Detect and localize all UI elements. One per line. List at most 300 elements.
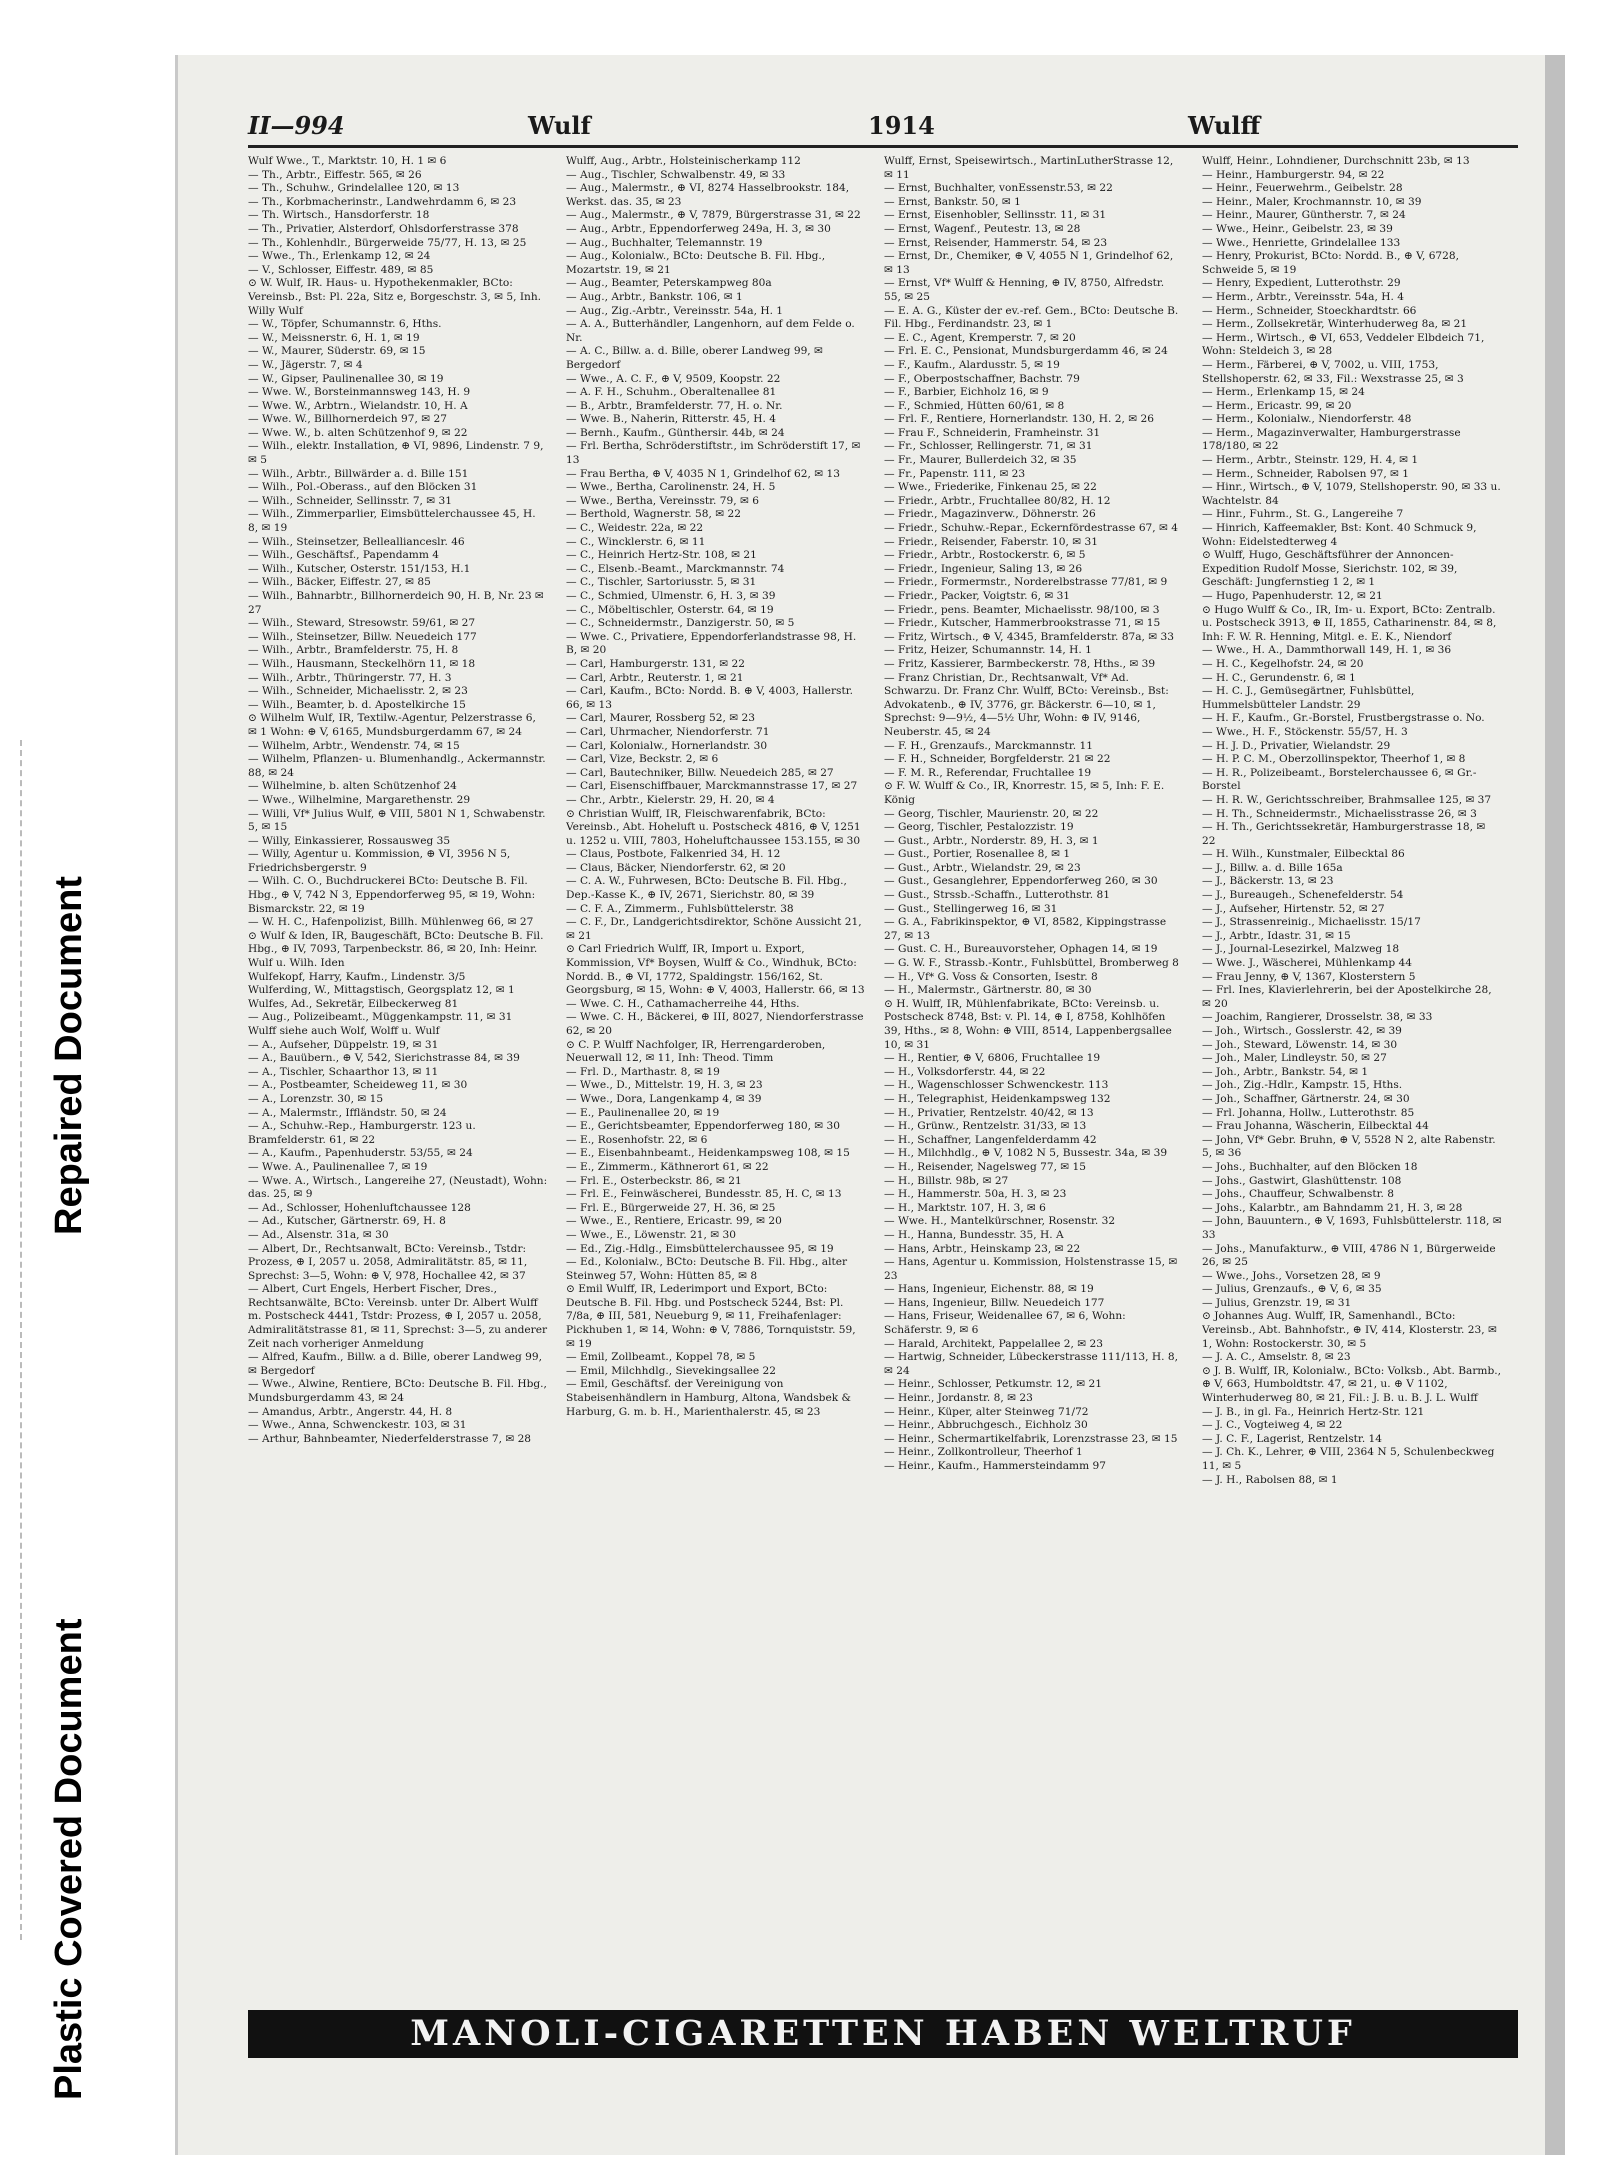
directory-entry: — F., Kaufm., Alardusstr. 5, ✉ 19 <box>884 358 1060 371</box>
directory-entry: — Wilh., Schneider, Michaelisstr. 2, ✉ 23 <box>248 685 468 698</box>
directory-entry: — Willi, Vf* Julius Wulf, ⊕ VIII, 5801 N 1, Schwabenstr. 5, ✉ 15 <box>248 807 546 834</box>
directory-entry: ⊙ W. Wulf, IR. Haus- u. Hypothekenmakler, BCto: Vereinsb., Bst: Pl. 22a, Sitz e, Borgeschstr. 3, ✉ 5, Inh. Willy Wulf <box>248 277 542 317</box>
directory-entry: — Wwe., Bertha, Vereinsstr. 79, ✉ 6 <box>566 494 759 507</box>
directory-entry: — Joh., Zig.-Hdlr., Kampstr. 15, Hths. <box>1202 1079 1403 1092</box>
directory-entry: — Henry, Prokurist, BCto: Nordd. B., ⊕ V, 6728, Schweide 5, ✉ 19 <box>1202 250 1460 276</box>
directory-entry: — H., Malermstr., Gärtnerstr. 80, ✉ 30 <box>884 984 1092 997</box>
directory-entry: — Aug., Arbtr., Eppendorferweg 249a, H. 3, ✉ 30 <box>566 222 831 235</box>
page-number: II—994 <box>248 111 345 140</box>
directory-entry: — Frl. D., Marthastr. 8, ✉ 19 <box>566 1065 720 1078</box>
directory-entry: ⊙ J. B. Wulff, IR, Kolonialw., BCto: Volksb., Abt. Barmb., ⊕ V, 663, Humboldtstr. 47, ✉ 21, u. ⊕ V 1102, Winterhuderweg 80, ✉ 21, Fil.: J. B. u. B. J. L. Wulff <box>1202 1364 1501 1405</box>
directory-entry: — C., Schneidermstr., Danzigerstr. 50, ✉ 5 <box>566 617 795 630</box>
directory-entry: — Friedr., pens. Beamter, Michaelisstr. 98/100, ✉ 3 <box>884 603 1160 616</box>
directory-entry: ⊙ F. W. Wulff & Co., IR, Knorrestr. 15, ✉ 5, Inh: F. E. König <box>884 780 1165 806</box>
directory-entry: — Hartwig, Schneider, Lübeckerstrasse 111/113, H. 8, ✉ 24 <box>884 1351 1178 1377</box>
directory-entry: — Georg, Tischler, Pestalozzistr. 19 <box>884 821 1074 834</box>
directory-entry: — Friedr., Arbtr., Fruchtallee 80/82, H. 12 <box>884 494 1111 507</box>
directory-entry: — Th., Korbmacherinstr., Landwehrdamm 6, ✉ 23 <box>248 195 517 208</box>
directory-entry: — Friedr., Schuhw.-Repar., Eckernfördestrasse 67, ✉ 4 <box>884 522 1179 535</box>
column-1 <box>248 155 548 1995</box>
directory-entry: — Heinr., Schlosser, Petkumstr. 12, ✉ 21 <box>884 1378 1102 1391</box>
directory-entry: — Frl. Ines, Klavierlehrerin, bei der Apostelkirche 28, ✉ 20 <box>1202 984 1492 1010</box>
column-4 <box>1202 155 1502 1995</box>
directory-entry: — Herm., Färberei, ⊕ V, 7002, u. VIII, 1753, Stellshoperstr. 62, ✉ 33, Fil.: Wexstrasse 25, ✉ 3 <box>1202 358 1464 385</box>
directory-entry: — Claus, Bäcker, Niendorferstr. 62, ✉ 20 <box>566 861 786 874</box>
directory-entry: — Frl. Bertha, Schröderstiftstr., im Schröderstift 17, ✉ 13 <box>566 440 861 467</box>
directory-entry: — Gust., Gesanglehrer, Eppendorferweg 260, ✉ 30 <box>884 875 1158 888</box>
directory-entry: — Wilh., Bäcker, Eiffestr. 27, ✉ 85 <box>248 576 431 589</box>
directory-entry: — Wilhelm, Pflanzen- u. Blumenhandlg., Ackermannstr. 88, ✉ 24 <box>248 753 546 779</box>
directory-entry: — W., Gipser, Paulinenallee 30, ✉ 19 <box>248 372 444 385</box>
directory-entry: — Wwe., Anna, Schwenckestr. 103, ✉ 31 <box>248 1419 467 1432</box>
directory-entry: — Wilh., Beamter, b. d. Apostelkirche 15 <box>248 698 466 711</box>
directory-entry: — H., Marktstr. 107, H. 3, ✉ 6 <box>884 1201 1046 1214</box>
directory-entry: — Frau Jenny, ⊕ V, 1367, Klosterstern 5 <box>1202 970 1416 983</box>
directory-entry: — Friedr., Arbtr., Rostockerstr. 6, ✉ 5 <box>884 549 1086 562</box>
directory-entry: — C. F. A., Zimmerm., Fuhlsbüttelerstr. 38 <box>566 902 794 915</box>
directory-entry: — Aug., Polizeibeamt., Müggenkampstr. 11, ✉ 31 <box>248 1011 513 1024</box>
directory-entry: — A., Tischler, Schaarthor 13, ✉ 11 <box>248 1065 439 1078</box>
directory-entry: — Claus, Postbote, Falkenried 34, H. 12 <box>566 848 781 861</box>
directory-entry: — Joachim, Rangierer, Drosselstr. 38, ✉ 33 <box>1202 1011 1433 1024</box>
directory-entry: — Hans, Ingenieur, Eichenstr. 88, ✉ 19 <box>884 1283 1094 1296</box>
directory-entry: — V., Schlosser, Eiffestr. 489, ✉ 85 <box>248 263 434 276</box>
directory-entry: — Herm., Arbtr., Vereinsstr. 54a, H. 4 <box>1202 290 1404 303</box>
directory-entry: — Herm., Magazinverwalter, Hamburgerstrasse 178/180, ✉ 22 <box>1202 426 1461 453</box>
directory-entry: — Heinr., Abbruchgesch., Eichholz 30 <box>884 1419 1088 1432</box>
directory-entry: — F. M. R., Referendar, Fruchtallee 19 <box>884 766 1092 779</box>
directory-entry: — W., Töpfer, Schumannstr. 6, Hths. <box>248 318 442 331</box>
directory-entry: — H., Volksdorferstr. 44, ✉ 22 <box>884 1065 1046 1078</box>
directory-entry: — Wwe., Heinr., Geibelstr. 23, ✉ 39 <box>1202 222 1393 235</box>
directory-entry: — Fr., Schlosser, Rellingerstr. 71, ✉ 31 <box>884 440 1093 453</box>
directory-entry: — Wwe., D., Mittelstr. 19, H. 3, ✉ 23 <box>566 1079 763 1092</box>
directory-entry: — Frl. E., Bürgerweide 27, H. 36, ✉ 25 <box>566 1201 776 1214</box>
directory-entry: — J. A. C., Amselstr. 8, ✉ 23 <box>1202 1351 1351 1364</box>
directory-entry: — H. C., Gerundenstr. 6, ✉ 1 <box>1202 671 1356 684</box>
directory-entry: — J., Arbtr., Idastr. 31, ✉ 15 <box>1202 929 1351 942</box>
directory-entry: — H., Hammerstr. 50a, H. 3, ✉ 23 <box>884 1188 1067 1201</box>
directory-entry: — Hans, Friseur, Weidenallee 67, ✉ 6, Wohn: Schäferstr. 9, ✉ 6 <box>884 1310 1126 1337</box>
directory-entry: — Heinr., Hamburgerstr. 94, ✉ 22 <box>1202 168 1385 181</box>
directory-entry: — Fr., Maurer, Bullerdeich 32, ✉ 35 <box>884 454 1077 467</box>
directory-entry: — Joh., Arbtr., Bankstr. 54, ✉ 1 <box>1202 1065 1369 1078</box>
directory-entry: — Hugo, Papenhuderstr. 12, ✉ 21 <box>1202 590 1383 602</box>
directory-entry: — H., Milchhdlg., ⊕ V, 1082 N 5, Bussestr. 34a, ✉ 39 <box>884 1147 1168 1160</box>
directory-entry: — Fritz, Kassierer, Barmbeckerstr. 78, Hths., ✉ 39 <box>884 657 1156 670</box>
directory-entry: — F. H., Schneider, Borgfelderstr. 21 ✉ 22 <box>884 753 1111 766</box>
directory-entry: — Fritz, Heizer, Schumannstr. 14, H. 1 <box>884 644 1092 657</box>
directory-entry: — Johs., Chauffeur, Schwalbenstr. 8 <box>1202 1188 1394 1201</box>
directory-entry: — G. W. F., Strassb.-Kontr., Fuhlsbüttel, Bromberweg 8 <box>884 957 1179 970</box>
directory-entry: — A., Lorenzstr. 30, ✉ 15 <box>248 1092 384 1105</box>
directory-entry: — Carl, Bautechniker, Billw. Neuedeich 285, ✉ 27 <box>566 766 834 779</box>
directory-entry: — Johs., Gastwirt, Glashüttenstr. 108 <box>1202 1174 1402 1187</box>
directory-entry: — Herm., Erlenkamp 15, ✉ 24 <box>1202 386 1365 399</box>
directory-entry: — Franz Christian, Dr., Rechtsanwalt, Vf* Ad. Schwarzu. Dr. Franz Chr. Wulff, BCto: Vereinsb., Bst: Advokatenb., ⊕ IV, 3776, gr. Bäckerstr. 6—10, ✉ 1, Sprechst: 9—9½, 4—5½ Uhr, Wohn: ⊕ IV, 9146, Neuberstr. 45, ✉ 24 <box>884 671 1169 738</box>
directory-entry: — J., Bureaugeh., Schenefelderstr. 54 <box>1202 889 1404 902</box>
directory-entry: — Wilh., Schneider, Sellinsstr. 7, ✉ 31 <box>248 494 453 507</box>
directory-entry: — Emil, Geschäftsf. der Vereinigung von Stabeisenhändlern in Hamburg, Altona, Wandsbek & Harburg, G. m. b. H., Marienthalerstr. 45, ✉ 23 <box>566 1378 851 1418</box>
directory-entry: ⊙ Wulf & Iden, IR, Baugeschäft, BCto: Deutsche B. Fil. Hbg., ⊕ IV, 7093, Tarpenbeckstr. 86, ✉ 20, Inh: Heinr. Wulf u. Wilh. Iden <box>248 929 544 970</box>
directory-entry: — Wwe. W., Borsteinmannsweg 143, H. 9 <box>248 386 471 399</box>
directory-entry: — Hans, Arbtr., Heinskamp 23, ✉ 22 <box>884 1242 1081 1255</box>
directory-entry: — Joh., Maler, Lindleystr. 50, ✉ 27 <box>1202 1052 1387 1065</box>
directory-entry: — Wilh. C. O., Buchdruckerei BCto: Deutsche B. Fil. Hbg., ⊕ V, 742 N 3, Eppendorferweg 95, ✉ 19, Wohn: Bismarckstr. 22, ✉ 19 <box>248 875 536 915</box>
directory-page <box>175 55 1548 2155</box>
directory-entry: — Julius, Grenzaufs., ⊕ V, 6, ✉ 35 <box>1202 1283 1382 1296</box>
directory-entry: — H. P. C. M., Oberzollinspektor, Theerhof 1, ✉ 8 <box>1202 753 1466 766</box>
running-head-right: Wulff <box>1188 111 1261 140</box>
fold-line <box>20 740 30 1940</box>
directory-entry: — Johs., Buchhalter, auf den Blöcken 18 <box>1202 1160 1418 1173</box>
year-heading: 1914 <box>868 111 935 140</box>
directory-entry: — J., Aufseher, Hirtenstr. 52, ✉ 27 <box>1202 902 1385 915</box>
directory-entry: — Gust., Stellingerweg 16, ✉ 31 <box>884 902 1058 915</box>
directory-entry: — Wilh., Arbtr., Bramfelderstr. 75, H. 8 <box>248 644 459 657</box>
directory-entry: — E., Paulinenallee 20, ✉ 19 <box>566 1106 720 1119</box>
directory-entry: — Frl. E., Feinwäscherei, Bundesstr. 85, H. C, ✉ 13 <box>566 1188 842 1201</box>
directory-entry: — Th., Arbtr., Eiffestr. 565, ✉ 26 <box>248 168 422 181</box>
directory-entry: — Ed., Zig.-Hdlg., Eimsbüttelerchaussee 95, ✉ 19 <box>566 1242 834 1255</box>
directory-entry: — A., Postbeamter, Scheideweg 11, ✉ 30 <box>248 1079 468 1092</box>
directory-entry: — Heinr., Feuerwehrm., Geibelstr. 28 <box>1202 182 1403 195</box>
directory-entry: — W., Jägerstr. 7, ✉ 4 <box>248 358 363 371</box>
page-edge-shadow <box>1545 55 1565 2155</box>
directory-entry: — H. C. J., Gemüsegärtner, Fuhlsbüttel, Hummelsbütteler Landstr. 29 <box>1202 685 1415 711</box>
directory-entry: — Wwe. B., Naherin, Ritterstr. 45, H. 4 <box>566 413 776 426</box>
directory-entry: Wulfekopf, Harry, Kaufm., Lindenstr. 3/5 <box>248 970 466 983</box>
directory-entry: — Ernst, Wagenf., Peutestr. 13, ✉ 28 <box>884 222 1081 235</box>
directory-entry: — Wwe. A., Paulinenallee 7, ✉ 19 <box>248 1160 428 1173</box>
directory-entry: — H., Schaffner, Langenfelderdamm 42 <box>884 1133 1097 1146</box>
directory-entry: — F., Oberpostschaffner, Bachstr. 79 <box>884 372 1080 385</box>
directory-entry: — H., Reisender, Nagelsweg 77, ✉ 15 <box>884 1160 1087 1173</box>
directory-entry: — A., Kaufm., Papenhuderstr. 53/55, ✉ 24 <box>248 1147 473 1160</box>
directory-entry: ⊙ Wilhelm Wulf, IR, Textilw.-Agentur, Pelzerstrasse 6, ✉ 1 Wohn: ⊕ V, 6165, Mundsburgerdamm 67, ✉ 24 <box>248 712 536 738</box>
directory-entry: — H. Th., Gerichtssekretär, Hamburgerstrasse 18, ✉ 22 <box>1202 821 1486 847</box>
directory-entry: — J. Ch. K., Lehrer, ⊕ VIII, 2364 N 5, Schulenbeckweg 11, ✉ 5 <box>1202 1446 1495 1472</box>
directory-entry: — Herm., Zollsekretär, Winterhuderweg 8a, ✉ 21 <box>1202 318 1468 331</box>
entry-columns <box>248 155 1518 1995</box>
directory-entry: — C. A. W., Fuhrwesen, BCto: Deutsche B. Fil. Hbg., Dep.-Kasse K., ⊕ IV, 2671, Sierichstr. 80, ✉ 39 <box>566 875 847 902</box>
directory-entry: — Aug., Zig.-Arbtr., Vereinsstr. 54a, H. 1 <box>566 304 784 317</box>
directory-entry: Wulferding, W., Mittagstisch, Georgsplatz 12, ✉ 1 <box>248 984 515 997</box>
directory-entry: Wulff siehe auch Wolf, Wolff u. Wulf <box>248 1025 440 1037</box>
directory-entry: — Herm., Schneider, Rabolsen 97, ✉ 1 <box>1202 467 1410 480</box>
directory-entry: — Carl, Uhrmacher, Niendorferstr. 71 <box>566 725 770 738</box>
directory-entry: Wulfes, Ad., Sekretär, Eilbeckerweg 81 <box>248 997 459 1010</box>
directory-entry: Wulff, Ernst, Speisewirtsch., MartinLutherStrasse 12, ✉ 11 <box>884 155 1174 181</box>
directory-entry: — H. J. D., Privatier, Wielandstr. 29 <box>1202 739 1391 752</box>
directory-entry: — H., Rentier, ⊕ V, 6806, Fruchtallee 19 <box>884 1052 1101 1065</box>
directory-entry: — Ernst, Eisenhobler, Sellinsstr. 11, ✉ 31 <box>884 209 1107 222</box>
directory-entry: — Th. Wirtsch., Hansdorferstr. 18 <box>248 209 430 222</box>
directory-entry: — Heinr., Jordanstr. 8, ✉ 23 <box>884 1392 1033 1405</box>
directory-entry: — Joh., Steward, Löwenstr. 14, ✉ 30 <box>1202 1038 1398 1051</box>
directory-entry: — Gust., Arbtr., Norderstr. 89, H. 3, ✉ 1 <box>884 834 1099 847</box>
page-header <box>248 105 1518 145</box>
directory-entry: — Friedr., Kutscher, Hammerbrookstrasse 71, ✉ 15 <box>884 617 1161 630</box>
directory-entry: — Wwe., Dora, Langenkamp 4, ✉ 39 <box>566 1092 762 1105</box>
directory-entry: — Joh., Wirtsch., Gosslerstr. 42, ✉ 39 <box>1202 1025 1402 1037</box>
directory-entry: — Wwe., Johs., Vorsetzen 28, ✉ 9 <box>1202 1269 1381 1282</box>
directory-entry: — Herm., Arbtr., Steinstr. 129, H. 4, ✉ 1 <box>1202 454 1419 467</box>
directory-entry: — A. F. H., Schuhm., Oberaltenallee 81 <box>566 386 777 399</box>
directory-entry: — Wwe. C. H., Cathamacherreihe 44, Hths. <box>566 997 800 1010</box>
directory-entry: — Wwe., E., Rentiere, Ericastr. 99, ✉ 20 <box>566 1215 782 1228</box>
directory-entry: — F., Schmied, Hütten 60/61, ✉ 8 <box>884 399 1065 412</box>
directory-entry: — C., Tischler, Sartoriusstr. 5, ✉ 31 <box>566 576 757 589</box>
directory-entry: — Carl, Vize, Beckstr. 2, ✉ 6 <box>566 753 719 766</box>
directory-entry: — Friedr., Formermstr., Norderelbstrasse 77/81, ✉ 9 <box>884 576 1168 589</box>
directory-entry: — H., Privatier, Rentzelstr. 40/42, ✉ 13 <box>884 1106 1094 1119</box>
directory-entry: — Heinr., Maler, Krochmannstr. 10, ✉ 39 <box>1202 195 1422 208</box>
directory-entry: — Frl. F., Rentiere, Hornerlandstr. 130, H. 2, ✉ 26 <box>884 413 1154 426</box>
directory-entry: — Willy, Agentur u. Kommission, ⊕ VI, 3956 N 5, Friedrichsbergerstr. 9 <box>248 848 511 874</box>
directory-entry: — C., Wincklerstr. 6, ✉ 11 <box>566 535 706 548</box>
directory-entry: — Wilh., Arbtr., Thüringerstr. 77, H. 3 <box>248 671 452 684</box>
directory-entry: ⊙ Hugo Wulff & Co., IR, Im- u. Export, BCto: Zentralb. u. Postscheck 3913, ⊕ II, 1855, Catharinenstr. 84, ✉ 8, Inh: F. W. R. Henning, Mitgl. e. E. K., Niendorf <box>1202 603 1497 643</box>
directory-entry: — Wilh., Steinsetzer, Billw. Neuedeich 177 <box>248 630 477 643</box>
directory-entry: — H. Th., Schneidermstr., Michaelisstrasse 26, ✉ 3 <box>1202 807 1477 820</box>
directory-entry: — Carl, Hamburgerstr. 131, ✉ 22 <box>566 657 745 670</box>
directory-entry: — W. H. C., Hafenpolizist, Billh. Mühlenweg 66, ✉ 27 <box>248 916 534 929</box>
directory-entry: — Johs., Kalarbtr., am Bahndamm 21, H. 3, ✉ 28 <box>1202 1201 1463 1214</box>
directory-entry: — Wwe. C. H., Bäckerei, ⊕ III, 8027, Niendorferstrasse 62, ✉ 20 <box>566 1011 864 1037</box>
column-2 <box>566 155 866 1995</box>
directory-entry: — E., Gerichtsbeamter, Eppendorferweg 180, ✉ 30 <box>566 1120 841 1133</box>
directory-entry: — Emil, Milchhdlg., Sievekingsallee 22 <box>566 1364 777 1377</box>
directory-entry: — Friedr., Reisender, Faberstr. 10, ✉ 31 <box>884 535 1098 548</box>
directory-entry: — Gust., Portier, Rosenallee 8, ✉ 1 <box>884 848 1071 861</box>
directory-entry: — Amandus, Arbtr., Angerstr. 44, H. 8 <box>248 1405 453 1418</box>
repaired-document-label: Repaired Document <box>48 876 90 1235</box>
directory-entry: — Hinr., Fuhrm., St. G., Langereihe 7 <box>1202 508 1404 521</box>
directory-entry: — Ernst, Reisender, Hammerstr. 54, ✉ 23 <box>884 236 1108 249</box>
directory-entry: — Carl, Kaufm., BCto: Nordd. B. ⊕ V, 4003, Hallerstr. 66, ✉ 13 <box>566 685 853 711</box>
directory-entry: — Arthur, Bahnbeamter, Niederfelderstrasse 7, ✉ 28 <box>248 1432 532 1445</box>
directory-entry: — Wilhelm, Arbtr., Wendenstr. 74, ✉ 15 <box>248 739 460 752</box>
directory-entry: — Berthold, Wagnerstr. 58, ✉ 22 <box>566 508 741 521</box>
directory-entry: — Wilh., Kutscher, Osterstr. 151/153, H.1 <box>248 562 471 575</box>
directory-entry: ⊙ Carl Friedrich Wulff, IR, Import u. Export, Kommission, Vf* Boysen, Wulff & Co., Windhuk, BCto: Nordd. B., ⊕ VI, 1772, Spaldingstr. 156/162, St. Georgsburg, ✉ 15, Wohn: ⊕ V, 4003, Hallerstr. 66, ✉ 13 <box>566 943 865 997</box>
directory-entry: — E., Zimmerm., Käthnerort 61, ✉ 22 <box>566 1160 769 1173</box>
directory-entry: — Wilh., Zimmerparlier, Eimsbüttelerchaussee 45, H. 8, ✉ 19 <box>248 508 536 535</box>
directory-entry: ⊙ Johannes Aug. Wulff, IR, Samenhandl., BCto: Vereinsb., Abt. Bahnhofstr., ⊕ IV, 414, Klosterstr. 23, ✉ 1, Wohn: Rostockerstr. 30, ✉ 5 <box>1202 1310 1497 1350</box>
directory-entry: — Herm., Schneider, Stoeckhardtstr. 66 <box>1202 304 1417 317</box>
directory-entry: — A., Malermstr., Iffländstr. 50, ✉ 24 <box>248 1106 447 1119</box>
directory-entry: — J., Journal-Lesezirkel, Malzweg 18 <box>1202 943 1400 956</box>
directory-entry: — Carl, Maurer, Rossberg 52, ✉ 23 <box>566 712 755 725</box>
directory-entry: ⊙ Emil Wulff, IR, Lederimport und Export, BCto: Deutsche B. Fil. Hbg. und Postscheck 5244, Bst: Pl. 7/8a, ⊕ III, 581, Neueburg 9, ✉ 11, Freihafenlager: Pickhuben 1, ✉ 14, Wohn: ⊕ V, 7886, Tornquiststr. 59, ✉ 19 <box>566 1283 856 1350</box>
directory-entry: — Georg, Tischler, Maurienstr. 20, ✉ 22 <box>884 807 1099 820</box>
directory-entry: — F., Barbier, Eichholz 16, ✉ 9 <box>884 386 1049 399</box>
directory-entry: — Wilh., Pol.-Oberass., auf den Blöcken 31 <box>248 481 478 494</box>
directory-entry: — H., Wagenschlosser Schwenckestr. 113 <box>884 1079 1109 1092</box>
directory-entry: ⊙ C. P. Wulff Nachfolger, IR, Herrengarderoben, Neuerwall 12, ✉ 11, Inh: Theod. Timm <box>566 1038 826 1065</box>
directory-entry: — Gust., Strssb.-Schaffn., Lutterothstr. 81 <box>884 889 1110 902</box>
directory-entry: — Wilhelmine, b. alten Schützenhof 24 <box>248 780 457 793</box>
directory-entry: — A. C., Billw. a. d. Bille, oberer Landweg 99, ✉ Bergedorf <box>566 345 823 371</box>
directory-entry: — Heinr., Küper, alter Steinweg 71/72 <box>884 1405 1089 1418</box>
directory-entry: — Frau Bertha, ⊕ V, 4035 N 1, Grindelhof 62, ✉ 13 <box>566 467 840 480</box>
directory-entry: — H. Wilh., Kunstmaler, Eilbecktal 86 <box>1202 848 1405 861</box>
directory-entry: — Ad., Kutscher, Gärtnerstr. 69, H. 8 <box>248 1215 446 1228</box>
directory-entry: — A. A., Butterhändler, Langenhorn, auf dem Felde o. Nr. <box>566 318 855 344</box>
directory-entry: — Th., Kohlenhdlr., Bürgerweide 75/77, H. 13, ✉ 25 <box>248 236 527 249</box>
directory-entry: — Herm., Ericastr. 99, ✉ 20 <box>1202 399 1352 412</box>
directory-entry: — E., Eisenbahnbeamt., Heidenkampsweg 108, ✉ 15 <box>566 1147 850 1160</box>
directory-entry: — E. A. G., Küster der ev.-ref. Gem., BCto: Deutsche B. Fil. Hbg., Ferdinandstr. 23, ✉ 1 <box>884 304 1179 331</box>
running-head-left: Wulf <box>528 111 591 140</box>
directory-entry: — Hans, Ingenieur, Billw. Neuedeich 177 <box>884 1296 1105 1309</box>
directory-entry: — Joh., Schaffner, Gärtnerstr. 24, ✉ 30 <box>1202 1092 1410 1105</box>
directory-entry: — H., Grünw., Rentzelstr. 31/33, ✉ 13 <box>884 1120 1087 1133</box>
directory-entry: — Bernh., Kaufm., Günthersir. 44b, ✉ 24 <box>566 426 785 439</box>
directory-entry: — Hans, Agentur u. Kommission, Holstenstrasse 15, ✉ 23 <box>884 1256 1178 1282</box>
directory-entry: — Julius, Grenzstr. 19, ✉ 31 <box>1202 1296 1352 1309</box>
directory-entry: ⊙ Christian Wulff, IR, Fleischwarenfabrik, BCto: Vereinsb., Abt. Hoheluft u. Postscheck 4816, ⊕ V, 1251 u. 1252 u. VIII, 7803, Hoheluftchaussee 153.155, ✉ 30 <box>566 807 861 847</box>
directory-entry: — Aug., Kolonialw., BCto: Deutsche B. Fil. Hbg., Mozartstr. 19, ✉ 21 <box>566 250 826 276</box>
directory-entry: — Wwe. C., Privatiere, Eppendorferlandstrasse 98, H. B, ✉ 20 <box>566 630 857 657</box>
directory-entry: — Aug., Arbtr., Bankstr. 106, ✉ 1 <box>566 290 743 303</box>
directory-entry: — J. H., Rabolsen 88, ✉ 1 <box>1202 1473 1338 1486</box>
scanner-margin <box>0 0 175 2177</box>
directory-entry: — Hinrich, Kaffeemakler, Bst: Kont. 40 Schmuck 9, Wohn: Eidelstedterweg 4 <box>1202 522 1477 548</box>
directory-entry: — Henry, Expedient, Lutterothstr. 29 <box>1202 277 1401 290</box>
directory-entry: — Wwe., H. F., Stöckenstr. 55/57, H. 3 <box>1202 725 1408 738</box>
directory-entry: — C., Weidestr. 22a, ✉ 22 <box>566 522 704 535</box>
directory-entry: — Ed., Kolonialw., BCto: Deutsche B. Fil. Hbg., alter Steinweg 57, Wohn: Hütten 85, ✉ 8 <box>566 1256 848 1282</box>
directory-entry: — W., Meissnerstr. 6, H. 1, ✉ 19 <box>248 331 420 344</box>
directory-entry: — Carl, Eisenschiffbauer, Marckmannstrasse 17, ✉ 27 <box>566 780 858 793</box>
directory-entry: — Herm., Kolonialw., Niendorferstr. 48 <box>1202 413 1412 426</box>
directory-entry: — H. F., Kaufm., Gr.-Borstel, Frustbergstrasse o. No. <box>1202 712 1485 725</box>
directory-entry: — Wilh., Steinsetzer, Belleallianceslr. 46 <box>248 535 465 548</box>
directory-entry: — Wwe., Wilhelmine, Margarethenstr. 29 <box>248 793 471 806</box>
directory-entry: — Herm., Wirtsch., ⊕ VI, 653, Veddeler Elbdeich 71, Wohn: Steldeich 3, ✉ 28 <box>1202 331 1485 358</box>
directory-entry: — H., Hanna, Bundesstr. 35, H. A <box>884 1228 1064 1241</box>
directory-entry: — Wilh., Geschäftsf., Papendamm 4 <box>248 549 440 562</box>
directory-entry: — Carl, Kolonialw., Hornerlandstr. 30 <box>566 739 768 752</box>
directory-entry: — H., Billstr. 98b, ✉ 27 <box>884 1174 1009 1187</box>
directory-entry: — F. H., Grenzaufs., Marckmannstr. 11 <box>884 739 1093 752</box>
directory-entry: — Ad., Schlosser, Hohenluftchaussee 128 <box>248 1201 471 1214</box>
directory-entry: — Gust. C. H., Bureauvorsteher, Ophagen 14, ✉ 19 <box>884 943 1158 956</box>
directory-entry: — Wwe., H. A., Dammthorwall 149, H. 1, ✉ 36 <box>1202 644 1452 657</box>
page-content <box>248 105 1518 2125</box>
directory-entry: — Hinr., Wirtsch., ⊕ V, 1079, Stellshoperstr. 90, ✉ 33 u. Wachtelstr. 84 <box>1202 481 1501 507</box>
directory-entry: — Frl. E., Osterbeckstr. 86, ✉ 21 <box>566 1174 742 1187</box>
directory-entry: — Friedr., Packer, Voigtstr. 6, ✉ 31 <box>884 590 1071 602</box>
directory-entry: — Wwe., Bertha, Carolinenstr. 24, H. 5 <box>566 481 776 494</box>
directory-entry: — B., Arbtr., Bramfelderstr. 77, H. o. Nr. <box>566 399 783 412</box>
directory-entry: — Alfred, Kaufm., Billw. a d. Bille, oberer Landweg 99, ✉ Bergedorf <box>248 1351 543 1377</box>
directory-entry: — H., Vf* G. Voss & Consorten, Isestr. 8 <box>884 970 1098 983</box>
directory-entry: — Frl. E. C., Pensionat, Mundsburgerdamm 46, ✉ 24 <box>884 345 1168 358</box>
advertisement-banner: MANOLI-CIGARETTEN HABEN WELTRUF <box>248 2010 1518 2058</box>
directory-entry: — E. C., Agent, Kremperstr. 7, ✉ 20 <box>884 331 1076 344</box>
column-3 <box>884 155 1184 1995</box>
directory-entry: — Friedr., Magazinverw., Döhnerstr. 26 <box>884 508 1096 521</box>
directory-entry: — Heinr., Schermartikelfabrik, Lorenzstrasse 23, ✉ 15 <box>884 1432 1178 1445</box>
directory-entry: — Wilh., Bahnarbtr., Billhornerdeich 90, H. B, Nr. 23 ✉ 27 <box>248 590 544 616</box>
directory-entry: — Frl. Johanna, Hollw., Lutterothstr. 85 <box>1202 1106 1415 1119</box>
directory-entry: — Wwe. W., Billhornerdeich 97, ✉ 27 <box>248 413 447 426</box>
directory-entry: — C., Heinrich Hertz-Str. 108, ✉ 21 <box>566 549 757 562</box>
directory-entry: ⊙ H. Wulff, IR, Mühlenfabrikate, BCto: Vereinsb. u. Postscheck 8748, Bst: v. Pl. 14, ⊕ I, 8758, Kohlhöfen 39, Hths., ✉ 8, Wohn: ⊕ VIII, 8514, Lappenbergsallee 10, ✉ 31 <box>884 997 1172 1051</box>
directory-entry: — Ad., Alsenstr. 31a, ✉ 30 <box>248 1228 389 1241</box>
directory-entry: ⊙ Wulff, Hugo, Geschäftsführer der Annoncen-Expedition Rudolf Mosse, Sierichstr. 102, ✉ 39, Geschäft: Jungfernstieg 1 2, ✉ 1 <box>1202 549 1458 589</box>
directory-entry: — John, Vf* Gebr. Bruhn, ⊕ V, 5528 N 2, alte Rabenstr. 5, ✉ 36 <box>1202 1133 1496 1160</box>
directory-entry: — Albert, Dr., Rechtsanwalt, BCto: Vereinsb., Tstdr: Prozess, ⊕ I, 2057 u. 2058, Admiralitätstr. 85, ✉ 11, Sprechst: 3—5, Wohn: ⊕ V, 978, Hochallee 42, ✉ 37 <box>248 1242 528 1282</box>
directory-entry: — C., Elsenb.-Beamt., Marckmannstr. 74 <box>566 562 785 575</box>
directory-entry: — Wwe., Th., Erlenkamp 12, ✉ 24 <box>248 250 431 263</box>
directory-entry: — Johs., Manufakturw., ⊕ VIII, 4786 N 1, Bürgerweide 26, ✉ 25 <box>1202 1242 1496 1269</box>
directory-entry: — Ernst, Dr., Chemiker, ⊕ V, 4055 N 1, Grindelhof 62, ✉ 13 <box>884 250 1174 276</box>
directory-entry: — Harald, Architekt, Pappelallee 2, ✉ 23 <box>884 1337 1103 1350</box>
directory-entry: — J., Strassenreinig., Michaelisstr. 15/17 <box>1202 916 1421 929</box>
directory-entry: — John, Bauuntern., ⊕ V, 1693, Fuhlsbüttelerstr. 118, ✉ 33 <box>1202 1215 1502 1241</box>
directory-entry: — J., Bäckerstr. 13, ✉ 23 <box>1202 875 1334 888</box>
directory-entry: — Wilh., Hausmann, Steckelhörn 11, ✉ 18 <box>248 657 476 670</box>
directory-entry: — H., Telegraphist, Heidenkampsweg 132 <box>884 1092 1111 1105</box>
directory-entry: — Frau Johanna, Wäscherin, Eilbecktal 44 <box>1202 1120 1429 1133</box>
directory-entry: — Aug., Beamter, Peterskampweg 80a <box>566 277 772 290</box>
directory-entry: Wulff, Heinr., Lohndiener, Durchschnitt 23b, ✉ 13 <box>1202 155 1470 167</box>
directory-entry: — G. A., Fabrikinspektor, ⊕ VI, 8582, Kippingstrasse 27, ✉ 13 <box>884 916 1167 942</box>
directory-entry: — Friedr., Ingenieur, Saling 13, ✉ 26 <box>884 562 1083 575</box>
directory-entry: — E., Rosenhofstr. 22, ✉ 6 <box>566 1133 708 1146</box>
directory-entry: — Wwe., Alwine, Rentiere, BCto: Deutsche B. Fil. Hbg., Mundsburgerdamm 43, ✉ 24 <box>248 1378 547 1405</box>
directory-entry: — A., Aufseher, Düppelstr. 19, ✉ 31 <box>248 1038 439 1051</box>
directory-entry: — Wwe. A., Wirtsch., Langereihe 27, (Neustadt), Wohn: das. 25, ✉ 9 <box>248 1174 548 1201</box>
directory-entry: — Aug., Tischler, Schwalbenstr. 49, ✉ 33 <box>566 168 786 181</box>
directory-entry: — Emil, Zollbeamt., Koppel 78, ✉ 5 <box>566 1351 756 1364</box>
directory-entry: — Heinr., Zollkontrolleur, Theerhof 1 <box>884 1446 1083 1459</box>
directory-entry: — Wwe. J., Wäscherei, Mühlenkamp 44 <box>1202 957 1413 970</box>
directory-entry: — Th., Schuhw., Grindelallee 120, ✉ 13 <box>248 182 460 195</box>
directory-entry: — C., Schmied, Ulmenstr. 6, H. 3, ✉ 39 <box>566 590 776 602</box>
directory-entry: — Wilh., elektr. Installation, ⊕ VI, 9896, Lindenstr. 7 9, ✉ 5 <box>248 440 544 467</box>
directory-entry: — Wwe. H., Mantelkürschner, Rosenstr. 32 <box>884 1215 1116 1228</box>
directory-entry: — Wwe. W., b. alten Schützenhof 9, ✉ 22 <box>248 426 468 439</box>
directory-entry: — A., Schuhw.-Rep., Hamburgerstr. 123 u. Bramfelderstr. 61, ✉ 22 <box>248 1120 476 1146</box>
directory-entry: Wulff, Aug., Arbtr., Holsteinischerkamp 112 <box>566 155 801 167</box>
directory-entry: — W., Maurer, Süderstr. 69, ✉ 15 <box>248 345 426 358</box>
directory-entry: — C., Möbeltischler, Osterstr. 64, ✉ 19 <box>566 603 774 616</box>
directory-entry: — Wilh., Arbtr., Billwärder a. d. Bille 151 <box>248 467 469 480</box>
directory-entry: — Wwe., E., Löwenstr. 21, ✉ 30 <box>566 1228 736 1241</box>
directory-entry: — Frau F., Schneiderin, Framheinstr. 31 <box>884 426 1101 439</box>
directory-entry: — Fr., Papenstr. 111, ✉ 23 <box>884 467 1026 480</box>
directory-entry: — J. C. F., Lagerist, Rentzelstr. 14 <box>1202 1432 1383 1445</box>
directory-entry: Wulf Wwe., T., Marktstr. 10, H. 1 ✉ 6 <box>248 155 447 167</box>
directory-entry: — Fritz, Wirtsch., ⊕ V, 4345, Bramfelderstr. 87a, ✉ 33 <box>884 630 1175 643</box>
directory-entry: — Wwe., Friederike, Finkenau 25, ✉ 22 <box>884 481 1097 494</box>
directory-entry: — Wwe. W., Arbtrn., Wielandstr. 10, H. A <box>248 399 468 412</box>
directory-entry: — Wwe., Henriette, Grindelallee 133 <box>1202 236 1401 249</box>
directory-entry: — Aug., Malermstr., ⊕ VI, 8274 Hasselbrookstr. 184, Werkst. das. 35, ✉ 23 <box>566 182 850 208</box>
directory-entry: — C. F., Dr., Landgerichtsdirektor, Schöne Aussicht 21, ✉ 21 <box>566 916 862 942</box>
directory-entry: — Heinr., Kaufm., Hammersteindamm 97 <box>884 1460 1106 1472</box>
directory-entry: — J. B., in gl. Fa., Heinrich Hertz-Str. 121 <box>1202 1405 1425 1418</box>
directory-entry: — Th., Privatier, Alsterdorf, Ohlsdorferstrasse 378 <box>248 222 519 235</box>
directory-entry: — Willy, Einkassierer, Rossausweg 35 <box>248 834 451 847</box>
plastic-covered-label: Plastic Covered Document <box>48 1618 90 2100</box>
directory-entry: — Wwe., A. C. F., ⊕ V, 9509, Koopstr. 22 <box>566 372 781 385</box>
